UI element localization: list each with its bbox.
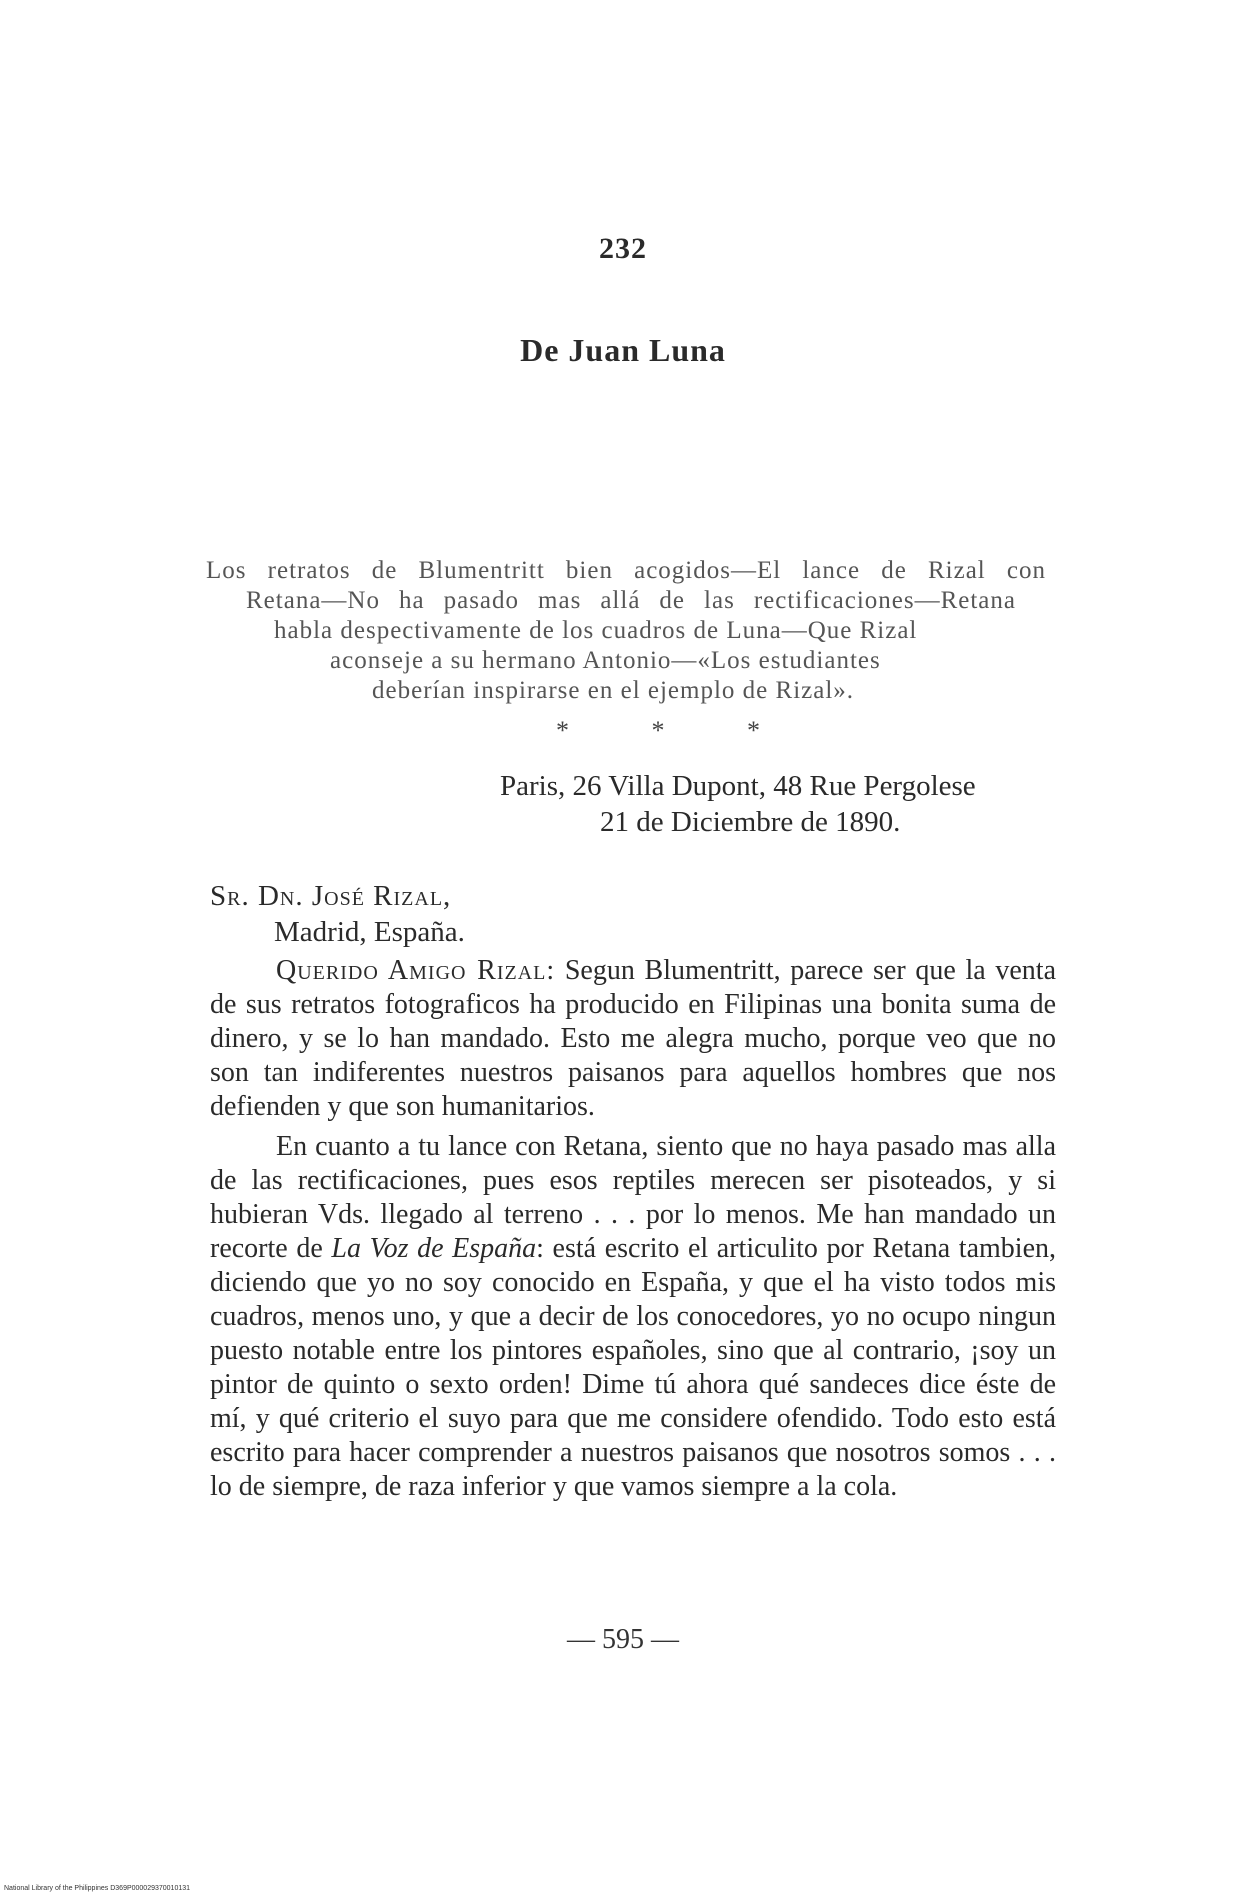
summary-line: deberían inspirarse en el ejemplo de Rizal». [372,677,855,704]
dateline-date: 21 de Diciembre de 1890. [600,806,901,838]
addressee [210,878,465,950]
salutation: Querido Amigo Rizal: [276,955,556,986]
summary-line: habla despectivamente de los cuadros de Luna—Que Rizal [274,617,918,644]
dateline-place: Paris, 26 Villa Dupont, 48 Rue Pergolese [500,770,976,802]
body-paragraph [210,1130,1056,1504]
footer-credit: National Library of the Philippines D369P000029370010131 [4,1885,191,1892]
paragraph-text: En cuanto a tu lance con Retana, siento que no haya pasado mas alla de las rectificaciones, pues esos reptiles merecen ser pisoteados, y si hubieran Vds. llegado al terreno . . . por lo menos. Me han mandado un recorte de [210,1131,1056,1264]
body-paragraph [210,954,1056,1124]
page-number: — 595 — [567,1624,679,1655]
letter-number: 232 [599,232,647,265]
addressee-city: Madrid, España. [274,916,465,948]
summary-line: aconseje a su hermano Antonio—«Los estudiantes [330,647,881,674]
letter-title: De Juan Luna [520,332,726,368]
letter-summary [206,556,1046,706]
newspaper-title: La Voz de España [331,1233,537,1264]
paragraph-text: : está escrito el articulito por Retana tambien, diciendo que yo no soy conocido en España, y que el ha visto todos mis cuadros, menos uno, y que a decir de los conocedores, yo no ocupo ningun puesto notable entre los pintores españoles, sino que al contrario, ¡soy un pintor de quinto o sexto orden! Dime tú ahora qué sandeces dice éste de mí, y qué criterio el suyo para que me considere ofendido. Todo esto está escrito para hacer comprender a nuestros paisanos que nosotros somos . . . lo de siempre, de raza inferior y que vamos siempre a la cola. [210,1233,1056,1502]
section-divider-asterisks: * * * [556,716,798,745]
letter-body [210,954,1056,1510]
summary-line: Retana—No ha pasado mas allá de las rectificaciones—Retana [246,587,1016,614]
paragraph-text: Segun Blumentritt, parece ser que la venta de sus retratos fotograficos ha producido en Filipinas una bonita suma de dinero, y se lo han mandado. Esto me alegra mucho, porque veo que no son tan indiferentes nuestros paisanos para aquellos hombres que nos defienden y que son humanitarios. [210,955,1056,1122]
addressee-name: Sr. Dn. José Rizal, [210,880,452,912]
summary-line: Los retratos de Blumentritt bien acogidos—El lance de Rizal con [206,557,1046,584]
dateline [500,768,1052,840]
